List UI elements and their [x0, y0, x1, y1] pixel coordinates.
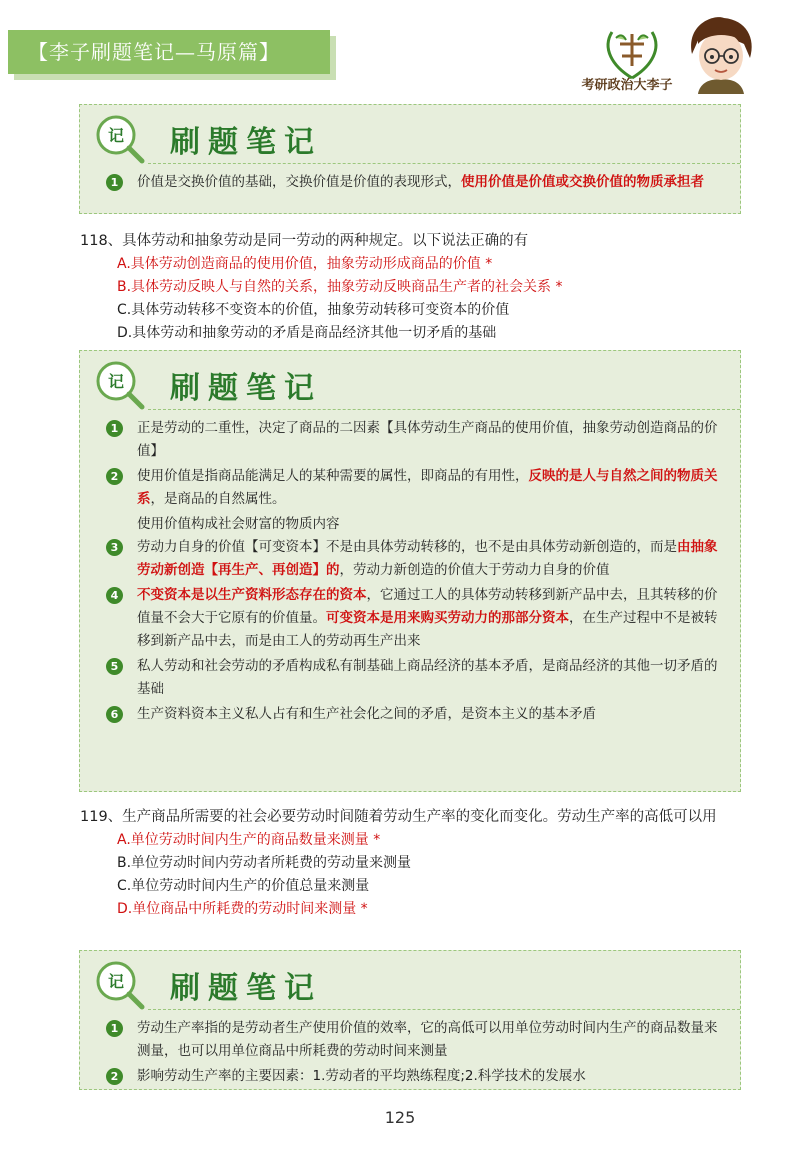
note-point: 3 劳动力自身的价值【可变资本】不是由具体劳动转移的，也不是由具体劳动新创造的，而是由抽象劳动新创造【再生产、再创造】的，劳动力新创造的价值大于劳动力自身的价值 [104, 536, 728, 582]
note-point: 2 影响劳动生产率的主要因素：1.劳动者的平均熟练程度;2.科学技术的发展水 [104, 1065, 728, 1088]
magnifier-note-icon [94, 359, 146, 411]
note-icon-label: 记 [107, 372, 125, 391]
note-title: 刷题笔记 [170, 971, 322, 1006]
question-stem: 118、具体劳动和抽象劳动是同一劳动的两种规定。以下说法正确的有 [80, 233, 529, 249]
note-point-extra: 使用价值构成社会财富的物质内容 [137, 516, 340, 532]
point-number-badge: 6 [106, 706, 123, 723]
note-icon-label: 记 [107, 126, 125, 145]
note-box-2 [79, 350, 741, 792]
option-c: C.具体劳动转移不变资本的价值，抽象劳动转移可变资本的价值 [117, 302, 510, 318]
point-number-badge: 2 [106, 468, 123, 485]
note-point: 1 正是劳动的二重性，决定了商品的二因素【具体劳动生产商品的使用价值，抽象劳动创造商品的价值】 [104, 417, 728, 463]
option-d: D.具体劳动和抽象劳动的矛盾是商品经济其他一切矛盾的基础 [117, 325, 497, 341]
option-a: A.具体劳动创造商品的使用价值，抽象劳动形成商品的价值 * [117, 256, 493, 272]
point-number-badge: 1 [106, 1020, 123, 1037]
note-point: 1 劳动生产率指的是劳动者生产使用价值的效率，它的高低可以用单位劳动时间内生产的商品数量来测量，也可以用单位商品中所耗费的劳动时间来测量 [104, 1017, 728, 1063]
note-title: 刷题笔记 [170, 371, 322, 406]
note-point: 1 价值是交换价值的基础，交换价值是价值的表现形式，使用价值是价值或交换价值的物质承担者 [104, 171, 728, 194]
option-b: B.单位劳动时间内劳动者所耗费的劳动量来测量 [117, 855, 412, 871]
question-119 [80, 806, 750, 921]
magnifier-note-icon [94, 959, 146, 1011]
brand-text: 考研政治大李子 [581, 78, 673, 93]
point-number-badge: 1 [106, 174, 123, 191]
point-number-badge: 2 [106, 1068, 123, 1085]
question-118 [80, 230, 750, 345]
option-a: A.单位劳动时间内生产的商品数量来测量 * [117, 832, 381, 848]
option-b: B.具体劳动反映人与自然的关系，抽象劳动反映商品生产者的社会关系 * [117, 279, 563, 295]
note-box-1 [79, 104, 741, 214]
point-number-badge: 1 [106, 420, 123, 437]
header-title: 【李子刷题笔记—马原篇】 [8, 30, 330, 74]
note-point: 2 使用价值是指商品能满足人的某种需要的属性，即商品的有用性，反映的是人与自然之间的物质关系，是商品的自然属性。 [104, 465, 728, 511]
note-title: 刷题笔记 [170, 125, 322, 160]
magnifier-note-icon [94, 113, 146, 165]
note-icon-label: 记 [107, 972, 125, 991]
note-point: 4 不变资本是以生产资料形态存在的资本，它通过工人的具体劳动转移到新产品中去，且其转移的价值量不会大于它原有的价值量。可变资本是用来购买劳动力的那部分资本，在生产过程中不是被转移到新产品中去，而是由工人的劳动再生产出来 [104, 584, 728, 653]
note-point: 5 私人劳动和社会劳动的矛盾构成私有制基础上商品经济的基本矛盾，是商品经济的其他一切矛盾的基础 [104, 655, 728, 701]
point-number-badge: 4 [106, 587, 123, 604]
point-number-badge: 3 [106, 539, 123, 556]
avatar [684, 14, 758, 94]
option-d: D.单位商品中所耗费的劳动时间来测量 * [117, 901, 368, 917]
note-point: 6 生产资料资本主义私人占有和生产社会化之间的矛盾，是资本主义的基本矛盾 [104, 703, 728, 726]
note-box-3 [79, 950, 741, 1090]
page-number: 125 [384, 1108, 416, 1127]
point-number-badge: 5 [106, 658, 123, 675]
question-stem: 119、生产商品所需要的社会必要劳动时间随着劳动生产率的变化而变化。劳动生产率的高低可以用 [80, 809, 717, 825]
option-c: C.单位劳动时间内生产的价值总量来测量 [117, 878, 370, 894]
